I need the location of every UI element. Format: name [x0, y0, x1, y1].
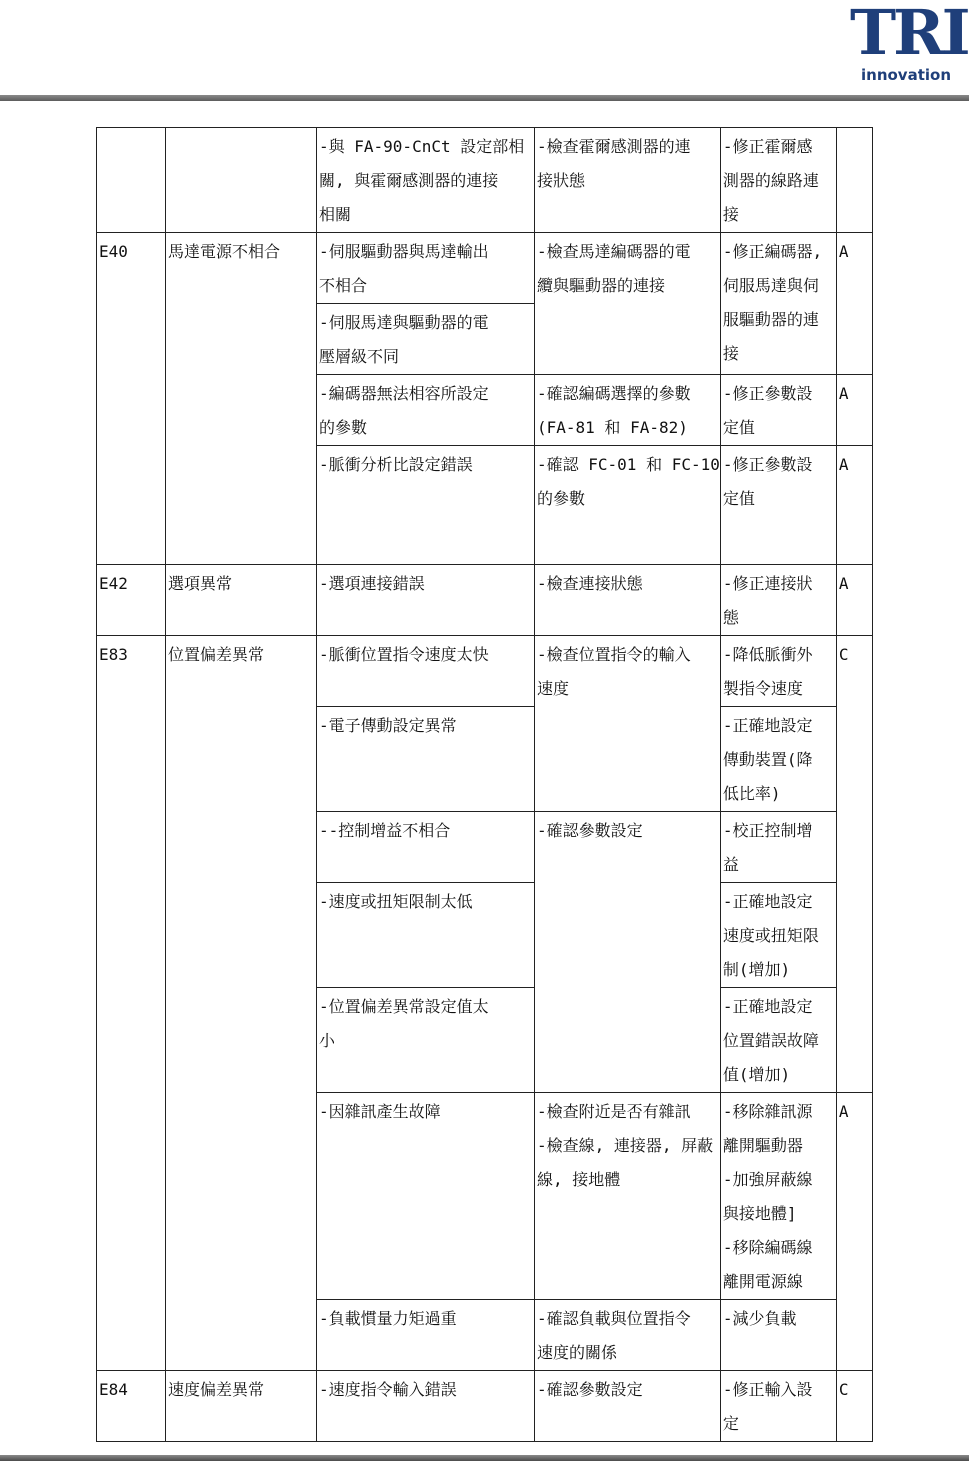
code-cell: E40	[97, 233, 166, 565]
cell-line: -正確地設定	[722, 997, 813, 1016]
cause-cell	[317, 1300, 535, 1371]
fix-cell	[720, 446, 836, 565]
check-cell	[535, 565, 721, 636]
cell-line: 傳動裝置(降	[722, 750, 813, 769]
fix-cell	[720, 375, 836, 446]
cause-cell	[317, 707, 535, 812]
check-cell	[535, 812, 721, 1093]
footer-divider	[0, 1455, 969, 1461]
cause-cell	[317, 883, 535, 988]
cell-line: -確認參數設定	[537, 821, 643, 840]
cell-line: 小	[319, 1031, 336, 1050]
cell-line: 定值	[722, 418, 755, 437]
cell-line: -電子傳動設定異常	[319, 716, 457, 735]
cell-line: -移除編碼線	[722, 1238, 813, 1257]
cell-line: -伺服驅動器與馬達輸出	[319, 242, 489, 261]
cell-line: 定值	[722, 489, 755, 508]
class-cell: A	[836, 375, 872, 446]
check-cell	[535, 1300, 721, 1371]
check-cell	[535, 233, 721, 375]
name-cell: 選項異常	[166, 565, 317, 636]
cell-line: 速度或扭矩限	[722, 926, 819, 945]
cell-line: -減少負載	[722, 1309, 797, 1328]
cause-cell	[317, 128, 535, 233]
fix-cell	[720, 233, 836, 375]
class-cell: C	[836, 1371, 872, 1442]
cell-line: -位置偏差異常設定值太	[319, 997, 489, 1016]
cause-cell	[317, 988, 535, 1093]
cell-line: -修正連接狀	[722, 574, 813, 593]
cell-line: -檢查霍爾感測器的連	[537, 137, 691, 156]
class-cell: C	[836, 636, 872, 1093]
cell-line: 離開電源線	[722, 1272, 803, 1291]
cell-line: 速度	[537, 679, 570, 698]
cell-line: -移除雜訊源	[722, 1102, 813, 1121]
fix-cell	[720, 988, 836, 1093]
cell-line: 壓層級不同	[319, 347, 400, 366]
name-cell	[166, 128, 317, 233]
cell-line: -正確地設定	[722, 892, 813, 911]
cell-line: 線, 接地體	[537, 1170, 621, 1189]
cell-line: 定	[722, 1414, 739, 1433]
cell-line: 值(增加)	[722, 1065, 791, 1084]
cell-line: -選項連接錯誤	[319, 574, 425, 593]
cause-cell	[317, 565, 535, 636]
cell-line: -確認 FC-01 和 FC-10	[537, 455, 720, 474]
class-cell: A	[836, 446, 872, 565]
table-row	[97, 233, 873, 304]
cell-line: 製指令速度	[722, 679, 803, 698]
fix-cell	[720, 707, 836, 812]
check-cell	[535, 1371, 721, 1442]
cell-line: -負載慣量力矩過重	[319, 1309, 457, 1328]
cell-line: 接狀態	[537, 171, 586, 190]
cell-line: -修正參數設	[722, 455, 813, 474]
cause-cell	[317, 636, 535, 707]
logo-wordmark: TRI	[850, 0, 968, 69]
class-cell: A	[836, 1093, 872, 1371]
cause-cell	[317, 446, 535, 565]
name-cell: 速度偏差異常	[166, 1371, 317, 1442]
cell-line: 伺服馬達與伺	[722, 276, 819, 295]
fix-cell	[720, 636, 836, 707]
table-row	[97, 1371, 873, 1442]
name-cell: 馬達電源不相合	[166, 233, 317, 565]
code-cell: E83	[97, 636, 166, 1371]
cell-line: 速度的關係	[537, 1343, 618, 1362]
class-cell	[836, 128, 872, 233]
cell-line: 位置錯誤故障	[722, 1031, 819, 1050]
cell-line: -脈衝分析比設定錯誤	[319, 455, 473, 474]
cell-line: -檢查位置指令的輸入	[537, 645, 691, 664]
fix-cell	[720, 1371, 836, 1442]
cell-line: 相關	[319, 205, 352, 224]
cell-line: -與 FA-90-CnCt 設定部相	[319, 137, 525, 156]
table-row	[97, 128, 873, 233]
cell-line: 的參數	[319, 418, 368, 437]
header-divider	[0, 95, 969, 101]
cell-line: -正確地設定	[722, 716, 813, 735]
logo-tagline: innovation	[861, 66, 951, 84]
check-cell	[535, 636, 721, 812]
cell-line: --控制增益不相合	[319, 821, 451, 840]
fix-cell	[720, 1300, 836, 1371]
cell-line: 益	[722, 855, 739, 874]
class-cell: A	[836, 233, 872, 375]
cell-line: -速度指令輸入錯誤	[319, 1380, 457, 1399]
code-cell	[97, 128, 166, 233]
cell-line: 離開驅動器	[722, 1136, 803, 1155]
cell-line: -脈衝位置指令速度太快	[319, 645, 489, 664]
cell-line: 接	[722, 205, 739, 224]
table-row	[97, 565, 873, 636]
code-cell: E42	[97, 565, 166, 636]
cell-line: -降低脈衝外	[722, 645, 813, 664]
cell-line: 測器的線路連	[722, 171, 819, 190]
check-cell	[535, 446, 721, 565]
fix-cell	[720, 1093, 836, 1300]
cell-line: 不相合	[319, 276, 368, 295]
cell-line: -修正參數設	[722, 384, 813, 403]
cell-line: -檢查線, 連接器, 屏蔽	[537, 1136, 714, 1155]
fix-cell	[720, 565, 836, 636]
cell-line: 低比率)	[722, 784, 781, 803]
cause-cell	[317, 233, 535, 304]
check-cell	[535, 375, 721, 446]
cell-line: 接	[722, 344, 739, 363]
code-cell: E84	[97, 1371, 166, 1442]
fix-cell	[720, 128, 836, 233]
cell-line: 制(增加)	[722, 960, 791, 979]
cause-cell	[317, 304, 535, 375]
cause-cell	[317, 812, 535, 883]
check-cell	[535, 1093, 721, 1300]
cell-line: -確認編碼選擇的參數	[537, 384, 691, 403]
cause-cell	[317, 1093, 535, 1300]
name-cell: 位置偏差異常	[166, 636, 317, 1371]
cell-line: 纜與驅動器的連接	[537, 276, 666, 295]
cell-line: 與接地體]	[722, 1204, 797, 1223]
cell-line: -修正編碼器,	[722, 242, 823, 261]
cell-line: -檢查馬達編碼器的電	[537, 242, 691, 261]
cause-cell	[317, 1371, 535, 1442]
table-row	[97, 636, 873, 707]
cell-line: -編碼器無法相容所設定	[319, 384, 489, 403]
company-logo	[846, 2, 966, 86]
cell-line: -加強屏蔽線	[722, 1170, 813, 1189]
cause-cell	[317, 375, 535, 446]
cell-line: (FA-81 和 FA-82)	[537, 418, 688, 437]
check-cell	[535, 128, 721, 233]
cell-line: -修正霍爾感	[722, 137, 813, 156]
cell-line: 關, 與霍爾感測器的連接	[319, 171, 499, 190]
cell-line: -檢查附近是否有雜訊	[537, 1102, 691, 1121]
cell-line: -檢查連接狀態	[537, 574, 643, 593]
fix-cell	[720, 812, 836, 883]
cell-line: -確認參數設定	[537, 1380, 643, 1399]
cell-line: -速度或扭矩限制太低	[319, 892, 473, 911]
fix-cell	[720, 883, 836, 988]
class-cell: A	[836, 565, 872, 636]
error-code-table	[96, 127, 873, 1442]
cell-line: 態	[722, 608, 739, 627]
cell-line: -因雜訊產生故障	[319, 1102, 441, 1121]
cell-line: -確認負載與位置指令	[537, 1309, 691, 1328]
cell-line: 的參數	[537, 489, 586, 508]
cell-line: -校正控制增	[722, 821, 813, 840]
cell-line: 服驅動器的連	[722, 310, 819, 329]
cell-line: -修正輸入設	[722, 1380, 813, 1399]
cell-line: -伺服馬達與驅動器的電	[319, 313, 489, 332]
